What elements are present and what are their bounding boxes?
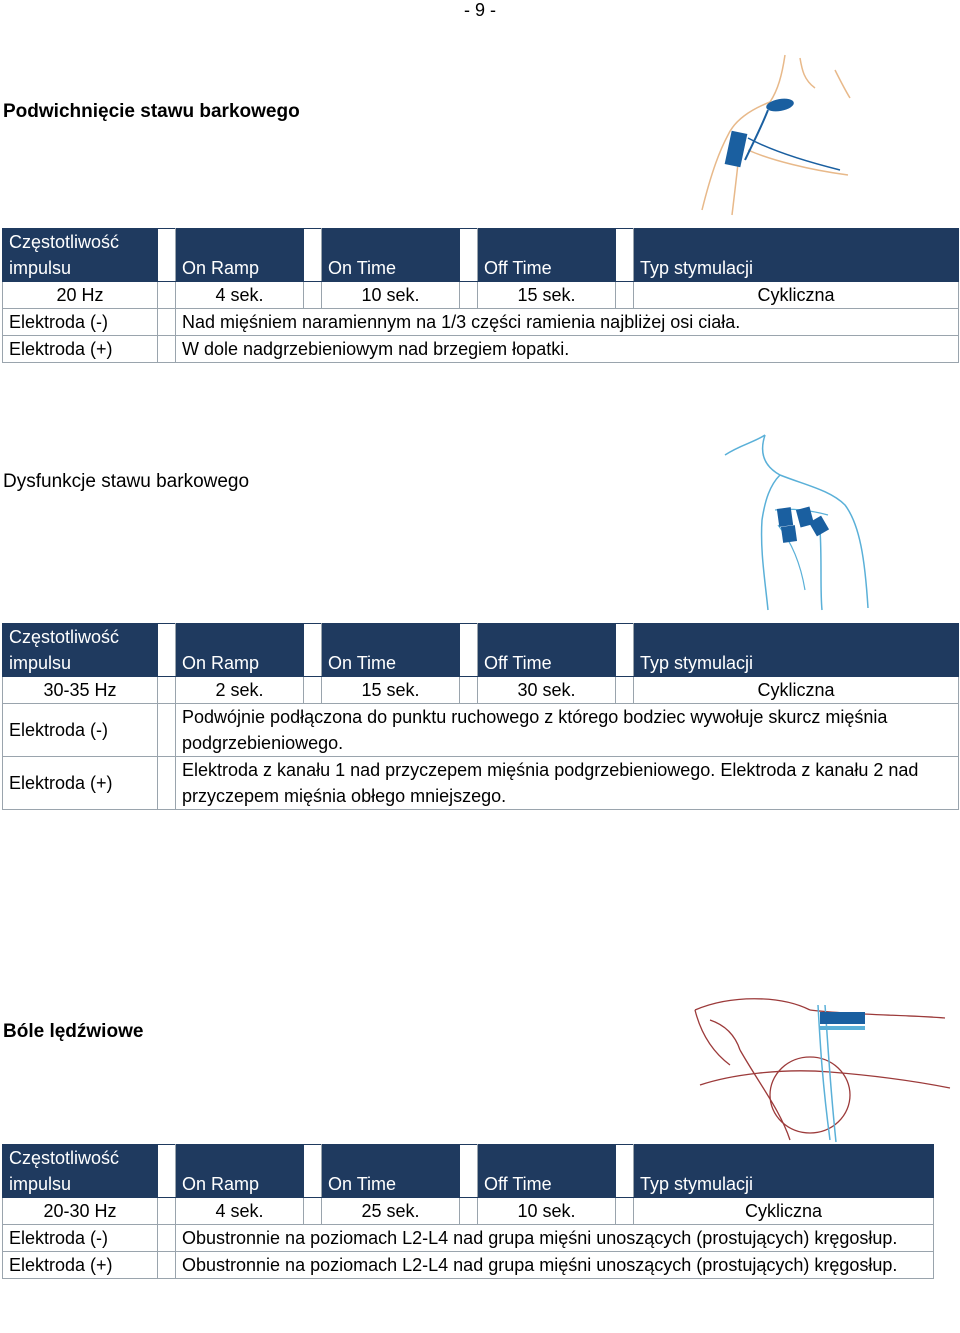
electrode-minus-text: Nad mięśniem naramiennym na 1/3 części ramienia najbliżej osi ciała. [176,309,959,336]
header-frequency: Częstotliwość impulsu [3,229,158,282]
electrode-minus-label: Elektroda (-) [3,309,158,336]
header-off-time: Off Time [478,1145,616,1198]
value-frequency: 30-35 Hz [3,677,158,704]
table-row-electrode-plus [3,1252,934,1279]
electrode-plus-text: W dole nadgrzebieniowym nad brzegiem łopatki. [176,336,959,363]
electrode-plus-label: Elektroda (+) [3,757,158,810]
electrode-plus-text: Obustronnie na poziomach L2-L4 nad grupa mięśni unoszących (prostujących) kręgosłup. [176,1252,934,1279]
electrode-plus-text: Elektroda z kanału 1 nad przyczepem mięśnia podgrzebieniowego. Elektroda z kanału 2 nad przyczepem mięśnia obłego mniejszego. [176,757,959,810]
table-values-row [3,282,959,309]
section-title-shoulder-subluxation: Podwichnięcie stawu barkowego [3,101,300,122]
table-row-electrode-minus [3,1225,934,1252]
table-values-row [3,677,959,704]
section-title-lumbar-pain: Bóle lędźwiowe [3,1021,144,1042]
value-stim-type: Cykliczna [634,1198,934,1225]
table-row-electrode-minus [3,704,959,757]
value-on-ramp: 2 sek. [176,677,304,704]
back-electrode-illustration [720,430,880,615]
header-on-ramp: On Ramp [176,229,304,282]
table-header-row [3,624,959,677]
lumbar-electrode-illustration [690,990,955,1145]
electrode-minus-text: Obustronnie na poziomach L2-L4 nad grupa mięśni unoszących (prostujących) kręgosłup. [176,1225,934,1252]
value-on-ramp: 4 sek. [176,282,304,309]
electrode-minus-label: Elektroda (-) [3,704,158,757]
stimulation-table-shoulder-subluxation [2,228,959,363]
value-frequency: 20-30 Hz [3,1198,158,1225]
value-on-ramp: 4 sek. [176,1198,304,1225]
shoulder-electrode-illustration [690,50,860,220]
table-row-electrode-plus [3,757,959,810]
section-title-shoulder-dysfunction: Dysfunkcje stawu barkowego [3,471,250,492]
header-on-time: On Time [322,229,460,282]
electrode-plus-label: Elektroda (+) [3,1252,158,1279]
value-stim-type: Cykliczna [634,677,959,704]
stimulation-table-lumbar-pain [2,1144,934,1279]
header-on-ramp: On Ramp [176,624,304,677]
header-off-time: Off Time [478,624,616,677]
table-header-row [3,229,959,282]
value-off-time: 10 sek. [478,1198,616,1225]
header-frequency: Częstotliwość impulsu [3,1145,158,1198]
value-off-time: 15 sek. [478,282,616,309]
value-on-time: 25 sek. [322,1198,460,1225]
header-on-time: On Time [322,624,460,677]
header-stim-type: Typ stymulacji [634,229,959,282]
header-frequency: Częstotliwość impulsu [3,624,158,677]
table-header-row [3,1145,934,1198]
value-on-time: 10 sek. [322,282,460,309]
value-frequency: 20 Hz [3,282,158,309]
table-values-row [3,1198,934,1225]
table-row-electrode-minus [3,309,959,336]
table-row-electrode-plus [3,336,959,363]
electrode-plus-label: Elektroda (+) [3,336,158,363]
header-on-time: On Time [322,1145,460,1198]
value-on-time: 15 sek. [322,677,460,704]
value-stim-type: Cykliczna [634,282,959,309]
header-stim-type: Typ stymulacji [634,1145,934,1198]
value-off-time: 30 sek. [478,677,616,704]
header-on-ramp: On Ramp [176,1145,304,1198]
stimulation-table-shoulder-dysfunction [2,623,959,810]
electrode-minus-label: Elektroda (-) [3,1225,158,1252]
header-off-time: Off Time [478,229,616,282]
page-number: - 9 - [463,0,496,20]
header-stim-type: Typ stymulacji [634,624,959,677]
electrode-minus-text: Podwójnie podłączona do punktu ruchowego z którego bodziec wywołuje skurcz mięśnia podgrzebieniowego. [176,704,959,757]
